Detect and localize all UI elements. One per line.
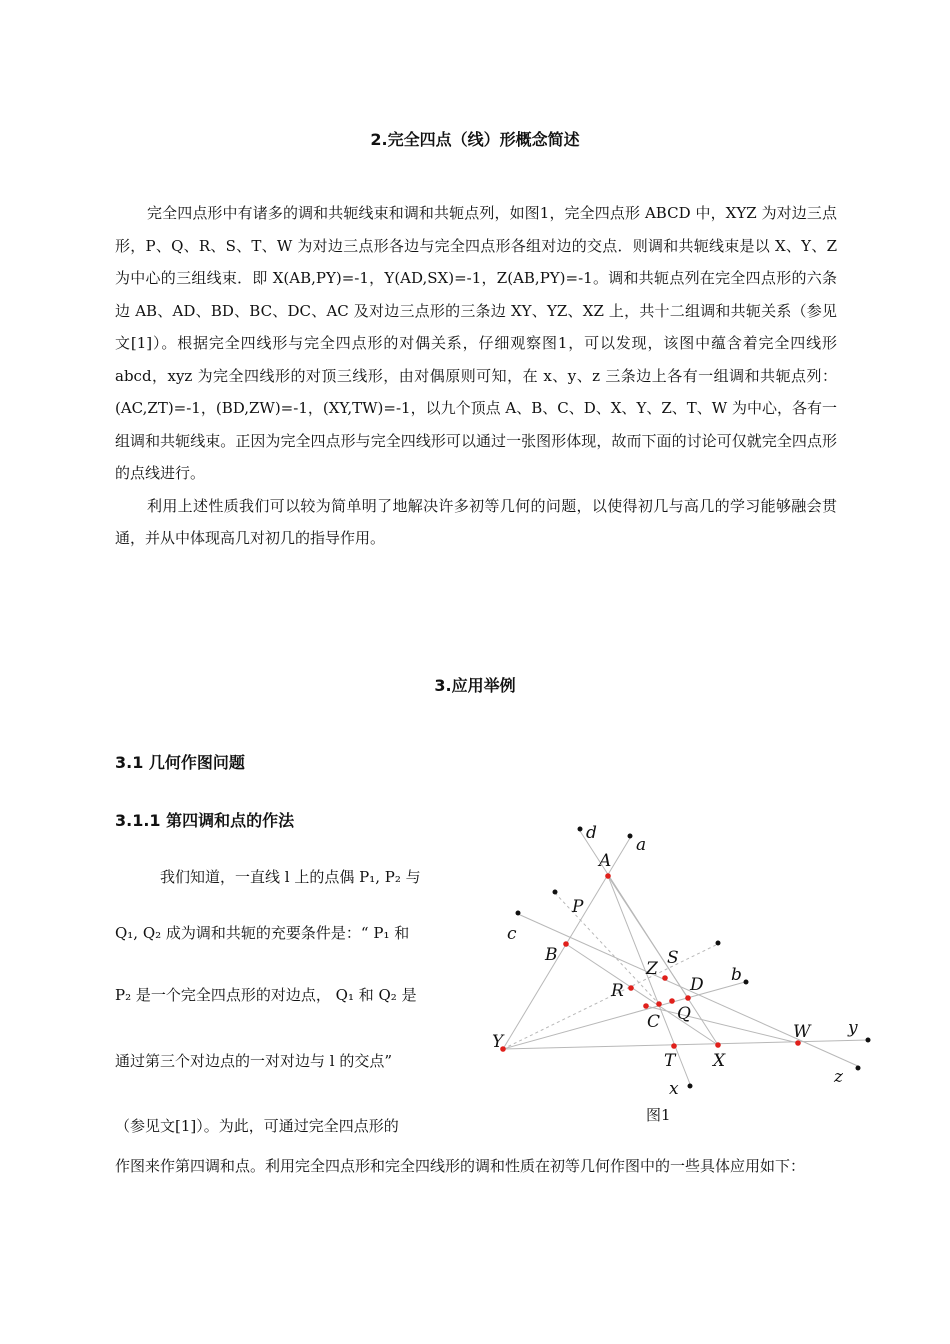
label-R: R bbox=[611, 981, 624, 1001]
figure-labels bbox=[492, 823, 858, 1099]
point-y bbox=[866, 1038, 871, 1043]
label-a: a bbox=[636, 835, 647, 855]
section-3-title: 3.应用举例 bbox=[434, 676, 516, 695]
figure-lines bbox=[503, 831, 868, 1084]
label-y: y bbox=[848, 1018, 858, 1038]
point-Z bbox=[656, 1001, 662, 1007]
subsection-3-1-title: 3.1 几何作图问题 bbox=[115, 753, 245, 772]
label-B: B bbox=[545, 945, 558, 965]
figure-caption: 图1 bbox=[646, 1106, 671, 1124]
section-2-body bbox=[115, 197, 837, 555]
paragraph-1: 完全四点形中有诸多的调和共轭线束和调和共轭点列，如图1，完全四点形 ABCD 中，XYZ 为对边三点形，P、Q、R、S、T、W 为对边三点形各边与完全四点形各组对边的交点．则调和共轭线束是以 X、Y、Z 为中心的三组线束．即 X(AB,PY)=-1，Y(AD,SX)=-1，Z(AB,PY)=-1。调和共轭点列在完全四点形的六条边 AB、AD、BD、BC、DC、AC 及对边三点形的三条边 XY、YZ、XZ 上，共十二组调和共轭关系（参见文[1]）。根据完全四线形与完全四点形的对偶关系，仔细观察图1，可以发现，该图中蕴含着完全四线形 abcd，xyz 为完全四线形的对顶三线形，由对偶原则可知，在 x、y、z 三条边上各有一组调和共轭点列：(AC,ZT)=-1，(BD,ZW)=-1，(XY,TW)=-1，以九个顶点 A、B、C、D、X、Y、Z、T、W 为中心，各有一组调和共轭线束。正因为完全四点形与完全四线形可以通过一张图形体现，故而下面的讨论可仅就完全四点形的点线进行。 bbox=[115, 204, 837, 482]
side-line-1: 我们知道，一直线 l 上的点偶 P₁, P₂ 与 bbox=[160, 868, 421, 886]
line-y bbox=[503, 1040, 868, 1049]
label-z: z bbox=[834, 1067, 843, 1087]
point-A bbox=[605, 873, 611, 879]
label-c: c bbox=[507, 924, 517, 944]
point-x bbox=[688, 1084, 693, 1089]
label-Q: Q bbox=[677, 1004, 691, 1024]
label-Y: Y bbox=[492, 1032, 504, 1052]
point-T bbox=[671, 1043, 677, 1049]
label-P: P bbox=[572, 897, 584, 917]
point-c bbox=[516, 911, 521, 916]
figure-1 bbox=[470, 810, 910, 1130]
point-S bbox=[662, 975, 668, 981]
label-D: D bbox=[690, 975, 704, 995]
side-line-3: P₂ 是一个完全四点形的对边点， Q₁ 和 Q₂ 是 bbox=[115, 986, 417, 1004]
label-A: A bbox=[599, 851, 612, 871]
point-a bbox=[628, 834, 633, 839]
label-C: C bbox=[647, 1012, 661, 1032]
point-D bbox=[685, 995, 691, 1001]
label-d: d bbox=[586, 823, 597, 843]
label-b: b bbox=[731, 965, 742, 985]
outer-points bbox=[516, 827, 871, 1089]
line-wz bbox=[646, 1006, 798, 1043]
point-z bbox=[856, 1066, 861, 1071]
side-line-4: 通过第三个对边点的一对对边与 l 的交点” bbox=[115, 1052, 393, 1070]
subsection-3-1-1-title: 3.1.1 第四调和点的作法 bbox=[115, 811, 295, 830]
label-X: X bbox=[713, 1051, 726, 1071]
point-Q bbox=[669, 998, 675, 1004]
section-2-title: 2.完全四点（线）形概念简述 bbox=[370, 130, 580, 149]
label-x: x bbox=[669, 1079, 679, 1099]
point-p-end bbox=[553, 890, 558, 895]
label-T: T bbox=[664, 1051, 676, 1071]
point-R bbox=[628, 985, 634, 991]
label-Z: Z bbox=[646, 959, 658, 979]
side-line-2: Q₁, Q₂ 成为调和共轭的充要条件是：“ P₁ 和 bbox=[115, 924, 410, 942]
point-C bbox=[643, 1003, 649, 1009]
point-s-end bbox=[716, 941, 721, 946]
line-pz bbox=[555, 893, 659, 1004]
point-B bbox=[563, 941, 569, 947]
side-text bbox=[115, 866, 465, 1146]
point-d bbox=[578, 827, 583, 832]
label-W: W bbox=[793, 1022, 811, 1042]
label-S: S bbox=[667, 948, 679, 968]
paragraph-2: 利用上述性质我们可以较为简单明了地解决许多初等几何的问题，以使得初几与高几的学习能够融会贯通，并从中体现高几对初几的指导作用。 bbox=[115, 496, 837, 547]
continuation-text: 作图来作第四调和点。利用完全四点形和完全四线形的调和性质在初等几何作图中的一些具体应用如下： bbox=[115, 1157, 806, 1175]
point-b bbox=[744, 980, 749, 985]
side-line-5: （参见文[1]）。为此，可通过完全四点形的 bbox=[115, 1117, 399, 1135]
point-X bbox=[715, 1042, 721, 1048]
